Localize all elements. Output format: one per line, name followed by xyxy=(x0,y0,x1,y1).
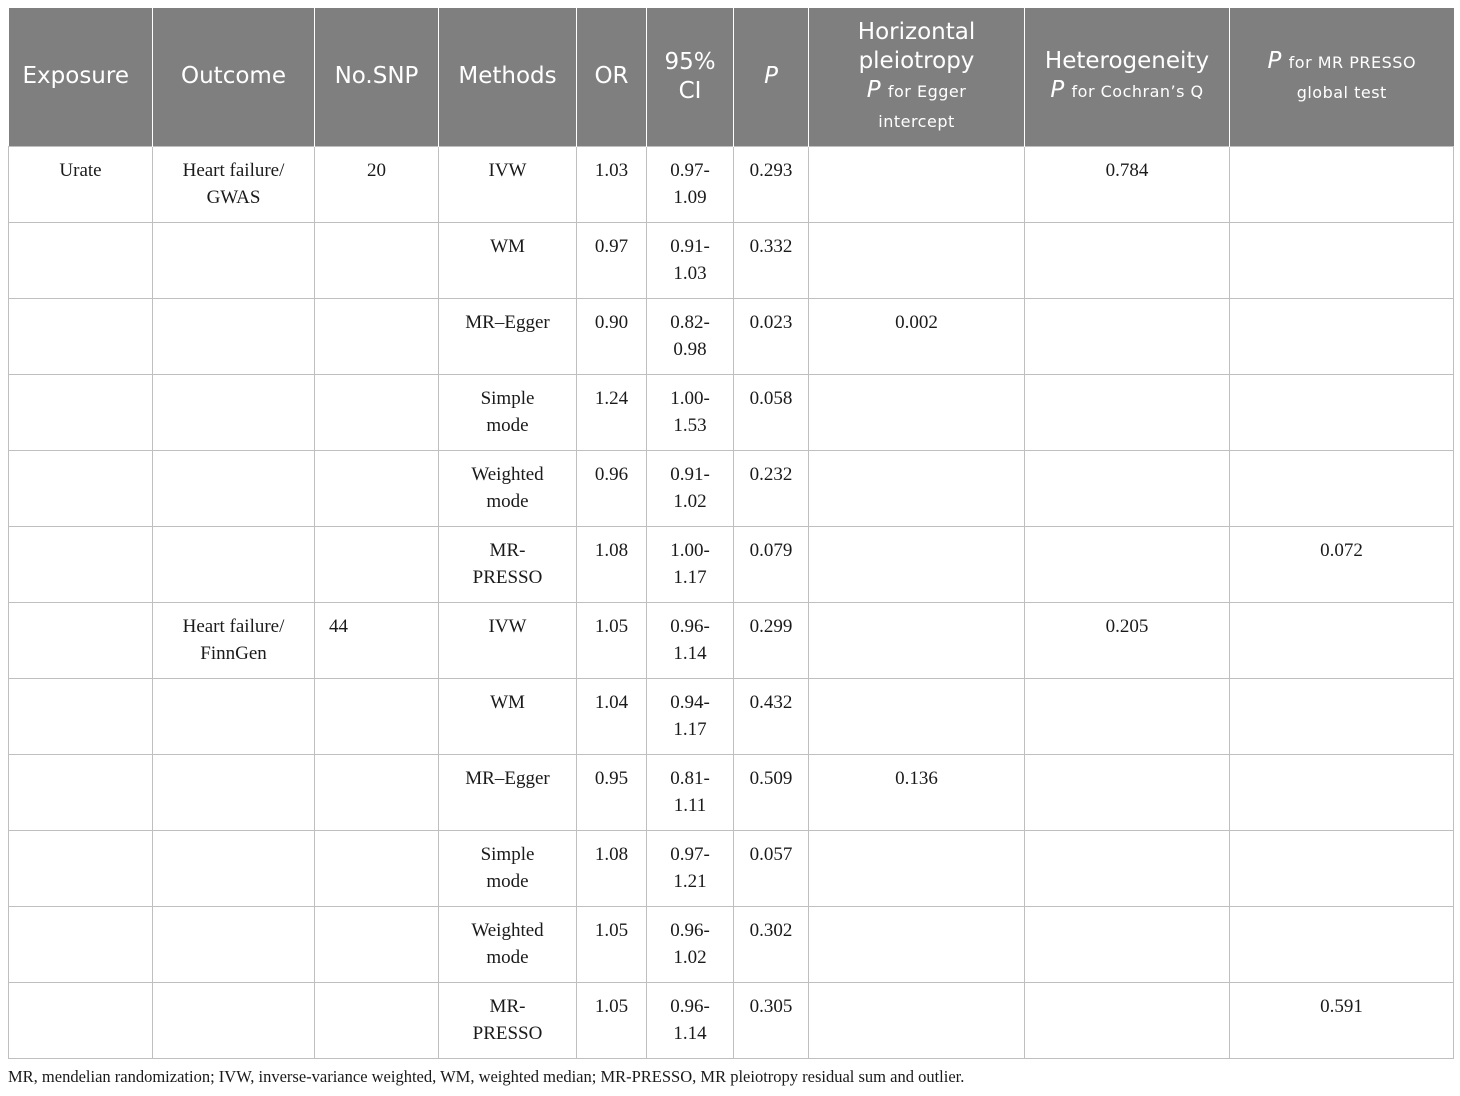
cell-egger-intercept-p xyxy=(809,450,1025,526)
table-row xyxy=(9,906,1454,982)
header-outcome: Outcome xyxy=(153,8,315,146)
header-ci: 95% CI xyxy=(647,8,734,146)
cell-exposure xyxy=(9,298,153,374)
header-exposure: Exposure xyxy=(9,8,153,146)
cell-exposure xyxy=(9,374,153,450)
cell-exposure: Urate xyxy=(9,146,153,222)
table-row xyxy=(9,222,1454,298)
cell-cochran-q-p xyxy=(1025,374,1230,450)
cell-nosnp xyxy=(315,298,439,374)
cell-egger-intercept-p: 0.002 xyxy=(809,298,1025,374)
cell-presso-global-p xyxy=(1230,222,1454,298)
cell-ci: 0.91- 1.02 xyxy=(647,450,734,526)
cell-cochran-q-p xyxy=(1025,450,1230,526)
cell-p: 0.058 xyxy=(734,374,809,450)
cell-nosnp xyxy=(315,830,439,906)
cell-cochran-q-p xyxy=(1025,222,1230,298)
cell-presso-global-p xyxy=(1230,146,1454,222)
header-heterogeneity: Heterogeneity P for Cochran’s Q xyxy=(1025,8,1230,146)
cell-nosnp xyxy=(315,526,439,602)
cell-method: Weighted mode xyxy=(439,906,577,982)
table-row xyxy=(9,678,1454,754)
cell-or: 1.05 xyxy=(577,982,647,1058)
cell-ci: 0.94- 1.17 xyxy=(647,678,734,754)
cell-exposure xyxy=(9,602,153,678)
cell-p: 0.332 xyxy=(734,222,809,298)
table-row xyxy=(9,830,1454,906)
cell-presso-global-p xyxy=(1230,450,1454,526)
cell-exposure xyxy=(9,222,153,298)
cell-p: 0.305 xyxy=(734,982,809,1058)
cell-cochran-q-p xyxy=(1025,526,1230,602)
cell-ci: 0.96- 1.02 xyxy=(647,906,734,982)
cell-exposure xyxy=(9,982,153,1058)
cell-ci: 1.00- 1.53 xyxy=(647,374,734,450)
cell-egger-intercept-p xyxy=(809,906,1025,982)
cell-outcome xyxy=(153,906,315,982)
cell-exposure xyxy=(9,526,153,602)
cell-nosnp: 44 xyxy=(315,602,439,678)
cell-exposure xyxy=(9,678,153,754)
cell-outcome xyxy=(153,450,315,526)
table-row xyxy=(9,450,1454,526)
cell-egger-intercept-p xyxy=(809,830,1025,906)
header-row xyxy=(9,8,1454,146)
cell-ci: 1.00- 1.17 xyxy=(647,526,734,602)
cell-nosnp: 20 xyxy=(315,146,439,222)
cell-or: 1.24 xyxy=(577,374,647,450)
table-row xyxy=(9,602,1454,678)
cell-or: 0.95 xyxy=(577,754,647,830)
cell-presso-global-p xyxy=(1230,298,1454,374)
mr-results-table xyxy=(8,8,1454,1059)
table-row xyxy=(9,754,1454,830)
cell-presso-global-p xyxy=(1230,374,1454,450)
cell-presso-global-p xyxy=(1230,602,1454,678)
cell-or: 0.97 xyxy=(577,222,647,298)
cell-or: 1.05 xyxy=(577,906,647,982)
cell-nosnp xyxy=(315,906,439,982)
cell-p: 0.079 xyxy=(734,526,809,602)
header-mr-presso-global: P for MR PRESSO global test xyxy=(1230,8,1454,146)
cell-p: 0.432 xyxy=(734,678,809,754)
cell-cochran-q-p xyxy=(1025,678,1230,754)
cell-cochran-q-p xyxy=(1025,830,1230,906)
cell-egger-intercept-p xyxy=(809,222,1025,298)
cell-exposure xyxy=(9,754,153,830)
cell-outcome xyxy=(153,222,315,298)
cell-exposure xyxy=(9,906,153,982)
results-table-container xyxy=(8,8,1453,1059)
cell-method: WM xyxy=(439,678,577,754)
cell-nosnp xyxy=(315,374,439,450)
cell-egger-intercept-p xyxy=(809,374,1025,450)
cell-egger-intercept-p: 0.136 xyxy=(809,754,1025,830)
cell-ci: 0.96- 1.14 xyxy=(647,982,734,1058)
cell-presso-global-p xyxy=(1230,678,1454,754)
cell-egger-intercept-p xyxy=(809,678,1025,754)
cell-presso-global-p xyxy=(1230,754,1454,830)
cell-method: MR- PRESSO xyxy=(439,526,577,602)
cell-outcome xyxy=(153,830,315,906)
cell-cochran-q-p xyxy=(1025,906,1230,982)
table-row xyxy=(9,526,1454,602)
cell-p: 0.293 xyxy=(734,146,809,222)
header-nosnp: No.SNP xyxy=(315,8,439,146)
cell-p: 0.299 xyxy=(734,602,809,678)
cell-outcome xyxy=(153,678,315,754)
cell-egger-intercept-p xyxy=(809,526,1025,602)
header-methods: Methods xyxy=(439,8,577,146)
table-footnote: MR, mendelian randomization; IVW, inverse-variance weighted, WM, weighted median; MR-PRESSO, MR pleiotropy residual sum and outlier. xyxy=(8,1067,965,1086)
cell-outcome xyxy=(153,754,315,830)
cell-ci: 0.97- 1.21 xyxy=(647,830,734,906)
cell-or: 1.04 xyxy=(577,678,647,754)
header-or: OR xyxy=(577,8,647,146)
cell-nosnp xyxy=(315,678,439,754)
cell-exposure xyxy=(9,830,153,906)
cell-outcome xyxy=(153,982,315,1058)
cell-or: 1.08 xyxy=(577,526,647,602)
cell-presso-global-p: 0.072 xyxy=(1230,526,1454,602)
cell-cochran-q-p xyxy=(1025,754,1230,830)
cell-method: MR–Egger xyxy=(439,754,577,830)
cell-ci: 0.96- 1.14 xyxy=(647,602,734,678)
cell-cochran-q-p xyxy=(1025,982,1230,1058)
cell-p: 0.232 xyxy=(734,450,809,526)
cell-egger-intercept-p xyxy=(809,602,1025,678)
cell-outcome: Heart failure/ FinnGen xyxy=(153,602,315,678)
cell-ci: 0.97- 1.09 xyxy=(647,146,734,222)
cell-p: 0.509 xyxy=(734,754,809,830)
header-p: P xyxy=(734,8,809,146)
cell-method: MR- PRESSO xyxy=(439,982,577,1058)
table-header xyxy=(9,8,1454,146)
cell-p: 0.023 xyxy=(734,298,809,374)
cell-method: IVW xyxy=(439,602,577,678)
cell-cochran-q-p: 0.784 xyxy=(1025,146,1230,222)
cell-method: Simple mode xyxy=(439,374,577,450)
table-row xyxy=(9,374,1454,450)
cell-or: 0.90 xyxy=(577,298,647,374)
cell-cochran-q-p xyxy=(1025,298,1230,374)
cell-egger-intercept-p xyxy=(809,146,1025,222)
cell-presso-global-p xyxy=(1230,830,1454,906)
cell-egger-intercept-p xyxy=(809,982,1025,1058)
cell-outcome xyxy=(153,526,315,602)
cell-outcome: Heart failure/ GWAS xyxy=(153,146,315,222)
cell-nosnp xyxy=(315,222,439,298)
cell-method: WM xyxy=(439,222,577,298)
cell-outcome xyxy=(153,298,315,374)
header-horizontal-pleiotropy: Horizontal pleiotropy P for Egger intercept xyxy=(809,8,1025,146)
cell-method: Simple mode xyxy=(439,830,577,906)
cell-or: 0.96 xyxy=(577,450,647,526)
cell-method: MR–Egger xyxy=(439,298,577,374)
cell-p: 0.057 xyxy=(734,830,809,906)
cell-presso-global-p: 0.591 xyxy=(1230,982,1454,1058)
cell-nosnp xyxy=(315,754,439,830)
cell-nosnp xyxy=(315,982,439,1058)
cell-ci: 0.91- 1.03 xyxy=(647,222,734,298)
cell-presso-global-p xyxy=(1230,906,1454,982)
cell-p: 0.302 xyxy=(734,906,809,982)
cell-or: 1.08 xyxy=(577,830,647,906)
cell-cochran-q-p: 0.205 xyxy=(1025,602,1230,678)
cell-nosnp xyxy=(315,450,439,526)
cell-exposure xyxy=(9,450,153,526)
cell-method: IVW xyxy=(439,146,577,222)
cell-or: 1.03 xyxy=(577,146,647,222)
cell-ci: 0.81- 1.11 xyxy=(647,754,734,830)
cell-method: Weighted mode xyxy=(439,450,577,526)
cell-outcome xyxy=(153,374,315,450)
cell-or: 1.05 xyxy=(577,602,647,678)
table-body xyxy=(9,146,1454,1058)
table-row xyxy=(9,146,1454,222)
cell-ci: 0.82- 0.98 xyxy=(647,298,734,374)
table-row xyxy=(9,982,1454,1058)
table-row xyxy=(9,298,1454,374)
